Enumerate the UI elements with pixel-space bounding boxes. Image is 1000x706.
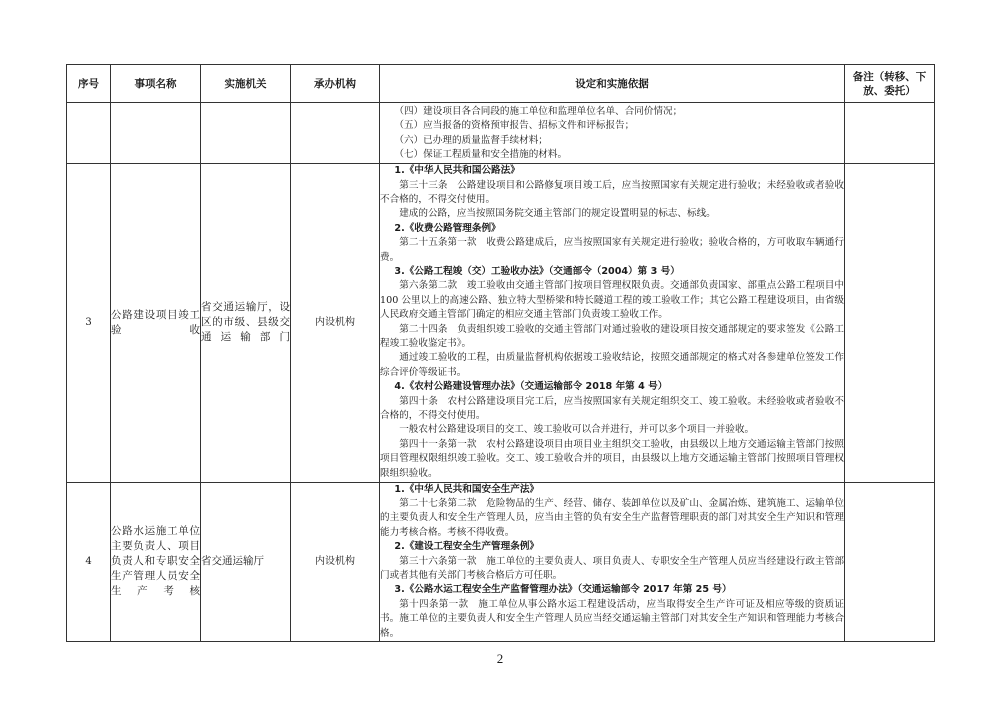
matters-table xyxy=(66,64,935,642)
cont-agency-cell xyxy=(201,103,291,164)
row3-agency: 省交通运输厅，设区的市级、县级交通运输部门 xyxy=(201,163,291,482)
cont-line: （六）已办理的质量监督手续材料； xyxy=(394,134,548,146)
header-org: 承办机构 xyxy=(291,65,380,103)
row4-org: 内设机构 xyxy=(291,482,380,641)
regulation-title: 2.《收费公路管理条例》 xyxy=(394,222,501,234)
cont-name-cell xyxy=(111,103,201,164)
clause-text: 第六条第二款 竣工验收由交通主管部门按项目管理权限负责。交通部负责国家、部重点公路工程项目中 100 公里以上的高速公路、独立特大型桥梁和特长隧道工程的竣工验收工作；其它公路工程建设项目，由省级人民政府交通主管部门确定的相应交通主管部门负责竣工验收工作。 xyxy=(380,280,844,321)
regulation-title: 1.《中华人民共和国公路法》 xyxy=(394,165,520,177)
row4-seq: 4 xyxy=(67,482,111,641)
cont-basis-cell xyxy=(380,103,845,164)
row3-remark xyxy=(845,163,935,482)
regulation-title: 3.《公路水运工程安全生产监督管理办法》（交通运输部令 2017 年第 25 号） xyxy=(394,584,732,596)
row3-basis xyxy=(380,163,845,482)
cont-line: （七）保证工程质量和安全措施的材料。 xyxy=(394,149,568,161)
header-name: 事项名称 xyxy=(111,65,201,103)
regulation-title: 4.《农村公路建设管理办法》（交通运输部令 2018 年第 4 号） xyxy=(394,381,668,393)
clause-text: 第三十六条第一款 施工单位的主要负责人、项目负责人、专职安全生产管理人员应当经建设行政主管部门或者其他有关部门考核合格后方可任职。 xyxy=(380,555,844,582)
clause-text: 第十四条第一款 施工单位从事公路水运工程建设活动，应当取得安全生产许可证及相应等级的资质证书。施工单位的主要负责人和安全生产管理人员应当经交通运输主管部门对其安全生产知识和管理能力考核合格。 xyxy=(380,598,844,639)
row3-org: 内设机构 xyxy=(291,163,380,482)
cont-remark-cell xyxy=(845,103,935,164)
row4-basis xyxy=(380,482,845,641)
row4-name: 公路水运施工单位主要负责人、项目负责人和专职安全生产管理人员安全生产考核 xyxy=(111,482,201,641)
row3-name: 公路建设项目竣工验收 xyxy=(111,163,201,482)
header-basis: 设定和实施依据 xyxy=(380,65,845,103)
cont-seq-cell xyxy=(67,103,111,164)
clause-text: 第二十七条第二款 危险物品的生产、经营、储存、装卸单位以及矿山、金属冶炼、建筑施工、运输单位的主要负责人和安全生产管理人员，应当由主管的负有安全生产监督管理职责的部门对其安全生产知识和管理能力考核合格。考核不得收费。 xyxy=(380,498,844,538)
clause-text: 第四十条 农村公路建设项目完工后，应当按照国家有关规定组织交工、竣工验收。未经验收或者验收不合格的，不得交付使用。 xyxy=(380,395,844,422)
regulation-title: 1.《中华人民共和国安全生产法》 xyxy=(394,483,540,495)
table-row-continuation xyxy=(67,103,935,164)
page-number: 2 xyxy=(496,651,504,666)
clause-text: 第二十四条 负责组织竣工验收的交通主管部门对通过验收的建设项目按交通部规定的要求签发《公路工程竣工验收鉴定书》。 xyxy=(380,323,844,350)
table-row-4 xyxy=(67,482,935,641)
clause-text: 第二十五条第一款 收费公路建成后，应当按照国家有关规定进行验收；验收合格的，方可收取车辆通行费。 xyxy=(380,237,844,263)
regulation-title: 3.《公路工程竣（交）工验收办法》（交通部令（2004）第 3 号） xyxy=(394,266,680,277)
header-seq: 序号 xyxy=(67,65,111,103)
clause-text: 建成的公路，应当按照国务院交通主管部门的规定设置明显的标志、标线。 xyxy=(399,208,716,220)
table-row-3 xyxy=(67,163,935,482)
clause-text: 通过竣工验收的工程，由质量监督机构依据竣工验收结论，按照交通部规定的格式对各参建单位签发工作综合评价等级证书。 xyxy=(380,352,844,378)
header-agency: 实施机关 xyxy=(201,65,291,103)
cont-line: （四）建设项目各合同段的施工单位和监理单位名单、合同价情况； xyxy=(394,106,683,117)
cont-org-cell xyxy=(291,103,380,164)
row4-remark xyxy=(845,482,935,641)
header-row xyxy=(67,65,935,103)
row3-seq: 3 xyxy=(67,163,111,482)
cont-line: （五）应当报备的资格预审报告、招标文件和评标报告； xyxy=(394,120,635,132)
row4-agency: 省交通运输厅 xyxy=(201,482,291,641)
clause-text: 第三十三条 公路建设项目和公路修复项目竣工后，应当按照国家有关规定进行验收；未经验收或者验收不合格的，不得交付使用。 xyxy=(380,179,844,205)
clause-text: 一般农村公路建设项目的交工、竣工验收可以合并进行，并可以多个项目一并验收。 xyxy=(399,424,755,436)
header-remark: 备注（转移、下放、委托） xyxy=(845,65,935,103)
clause-text: 第四十一条第一款 农村公路建设项目由项目业主组织交工验收，由县级以上地方交通运输主管部门按照项目管理权限组织竣工验收。交工、竣工验收合并的项目，由县级以上地方交通运输主管部门按照项目管理权限组织验收。 xyxy=(380,438,844,479)
regulation-title: 2.《建设工程安全生产管理条例》 xyxy=(394,541,540,553)
